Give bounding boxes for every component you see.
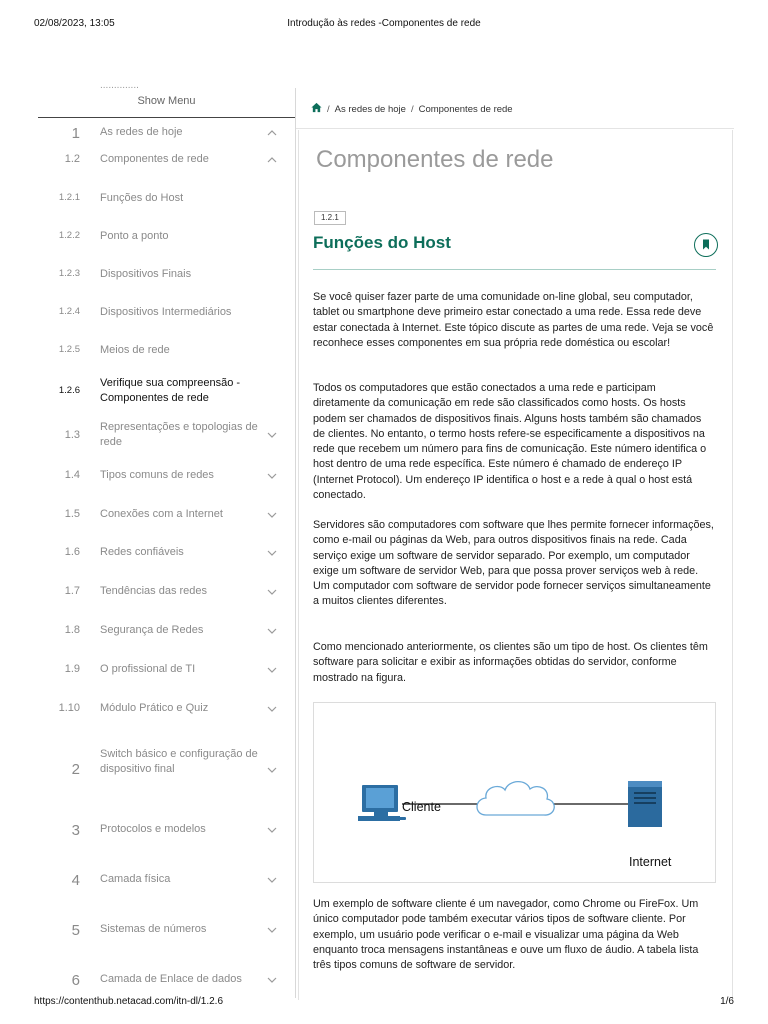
breadcrumb-item-as-redes-de-hoje[interactable]: As redes de hoje bbox=[334, 103, 406, 115]
paragraph-intro: Se você quiser fazer parte de uma comunidade on-line global, seu computador, tablet ou smartphone deve primeiro estar conectado a uma rede. Essa rede deve estar conectada à Internet. Este tópico discute as partes de uma rede. Veja se você reconhece esses componentes em sua própria rede doméstica ou escolar! bbox=[313, 291, 714, 349]
chevron-down-icon[interactable] bbox=[266, 974, 278, 986]
sidebar-item-number: 5 bbox=[71, 922, 80, 939]
chevron-down-icon[interactable] bbox=[266, 874, 278, 886]
print-title: Introdução às redes -Componentes de rede bbox=[287, 18, 481, 29]
sidebar-item-label: Segurança de Redes bbox=[100, 624, 204, 636]
sidebar-item-label: Funções do Host bbox=[100, 192, 184, 204]
client-server-figure bbox=[313, 702, 716, 883]
chevron-down-icon[interactable] bbox=[266, 924, 278, 936]
sidebar-item-label: Conexões com a Internet bbox=[100, 508, 223, 520]
sidebar-item-label: Representações e topologias de rede bbox=[100, 421, 258, 448]
client-label: Cliente bbox=[402, 800, 441, 814]
sidebar-item-number: 1.2.1 bbox=[58, 192, 80, 203]
print-footer bbox=[34, 996, 734, 1010]
home-icon[interactable] bbox=[311, 102, 322, 116]
sidebar-item-number: 3 bbox=[71, 822, 80, 839]
print-header bbox=[34, 18, 734, 32]
sidebar-item-label: Ponto a ponto bbox=[100, 230, 169, 242]
chevron-down-icon[interactable] bbox=[266, 429, 278, 441]
sidebar-item-label: Camada de Enlace de dados bbox=[100, 973, 242, 985]
chevron-down-icon[interactable] bbox=[266, 509, 278, 521]
sidebar-item-label: Tendências das redes bbox=[100, 585, 208, 597]
sidebar-item-label: O profissional de TI bbox=[100, 663, 196, 675]
breadcrumb-separator: / bbox=[327, 103, 330, 115]
sidebar-item-number: 1.2.3 bbox=[58, 268, 80, 279]
print-url: https://contenthub.netacad.com/itn-dl/1.2.6 bbox=[34, 996, 224, 1007]
chevron-up-icon[interactable] bbox=[266, 154, 278, 166]
chevron-down-icon[interactable] bbox=[266, 703, 278, 715]
print-date: 02/08/2023, 13:05 bbox=[34, 18, 115, 29]
paragraph-client-software: Um exemplo de software cliente é um navegador, como Chrome ou FireFox. Um único computador pode também executar vários tipos de software cliente. Por exemplo, um usuário pode verificar o e-mail e visualizar uma página da Web enquanto troca mensagens instantâneas e ouve um fluxo de áudio. A tabela lista três tipos comuns de software de servidor. bbox=[313, 898, 699, 972]
chevron-down-icon[interactable] bbox=[266, 547, 278, 559]
chevron-down-icon[interactable] bbox=[266, 586, 278, 598]
paragraph-clients: Como mencionado anteriormente, os clientes são um tipo de host. Os clientes têm software para solicitar e exibir as informações obtidas do servidor, conforme mostrado na figura. bbox=[313, 641, 708, 684]
page-title: Componentes de rede bbox=[316, 146, 554, 173]
breadcrumb bbox=[311, 102, 513, 116]
sidebar-item-number: 1.8 bbox=[64, 624, 80, 636]
section-number-badge: 1.2.1 bbox=[314, 211, 346, 225]
sidebar-item-label: Sistemas de números bbox=[100, 923, 207, 935]
sidebar-item-number: 2 bbox=[71, 761, 80, 778]
chevron-down-icon[interactable] bbox=[266, 764, 278, 776]
sidebar-item-number: 1.2 bbox=[64, 153, 80, 165]
sidebar-item-number: 1.5 bbox=[64, 508, 80, 520]
chevron-down-icon[interactable] bbox=[266, 470, 278, 482]
bookmark-button[interactable] bbox=[694, 233, 718, 257]
sidebar-item-number: 1.2.5 bbox=[58, 344, 80, 355]
sidebar-item-label: Camada física bbox=[100, 873, 171, 885]
bookmark-icon bbox=[701, 239, 711, 250]
sidebar-dots: .............. bbox=[100, 80, 139, 91]
sidebar-item-number: 1.6 bbox=[64, 546, 80, 558]
sidebar-item-label: Componentes de rede bbox=[100, 153, 209, 165]
sidebar-item-label: Redes confiáveis bbox=[100, 546, 184, 558]
sidebar-item-label: Tipos comuns de redes bbox=[100, 469, 214, 481]
breadcrumb-separator: / bbox=[410, 103, 414, 115]
sidebar-item-number: 1.10 bbox=[58, 702, 80, 714]
sidebar-item-label: Módulo Prático e Quiz bbox=[100, 702, 209, 714]
sidebar-item-number: 1.7 bbox=[64, 585, 80, 597]
section-title: Funções do Host bbox=[313, 233, 451, 252]
server-icon bbox=[628, 781, 662, 827]
sidebar-menu bbox=[38, 80, 295, 995]
client-computer-icon bbox=[358, 785, 406, 821]
sidebar-item-number: 4 bbox=[71, 872, 80, 889]
show-menu-button[interactable]: Show Menu bbox=[137, 95, 196, 107]
sidebar-item-number: 1.4 bbox=[64, 469, 80, 481]
sidebar-item-number: 6 bbox=[71, 972, 80, 989]
cloud-icon bbox=[477, 782, 554, 815]
sidebar-item-number: 1.2.4 bbox=[58, 306, 80, 317]
print-page-number: 1/6 bbox=[720, 996, 734, 1007]
chevron-down-icon[interactable] bbox=[266, 664, 278, 676]
sidebar-item-label: Protocolos e modelos bbox=[100, 823, 206, 835]
sidebar-item-number: 1.3 bbox=[64, 428, 80, 441]
sidebar-divider bbox=[38, 117, 295, 118]
chevron-down-icon[interactable] bbox=[266, 625, 278, 637]
chevron-down-icon[interactable] bbox=[266, 824, 278, 836]
sidebar-item-label: As redes de hoje bbox=[100, 126, 183, 138]
sidebar-item-label: Dispositivos Finais bbox=[100, 268, 192, 280]
sidebar-item-label: Verifique sua compreensão - Componentes de rede bbox=[100, 377, 241, 404]
chevron-up-icon[interactable] bbox=[266, 127, 278, 139]
paragraph-servers: Servidores são computadores com software que lhes permite fornecer informações, como e-mail ou páginas da Web, para outros dispositivos finais na rede. Cada serviço exige um software de servidor separado. Por exemplo, um computador exige um software de servidor Web, para que possa prover serviços web à rede. Um computador com software de servidor pode fornecer serviços simultaneamente a muitos clientes diferentes. bbox=[313, 519, 714, 608]
sidebar-item-label: Switch básico e configuração de dispositivo final bbox=[100, 748, 258, 775]
sidebar-item-label: Dispositivos Intermediários bbox=[100, 306, 232, 318]
paragraph-hosts: Todos os computadores que estão conectados a uma rede e participam diretamente da comunicação em rede são classificados como hosts. Os hosts podem ser chamados de dispositivos finais. Alguns hosts também são chamados de clientes. No entanto, o termo hosts refere-se especificamente a dispositivos na rede que recebem um número para fins de comunicação. Este número identifica o host dentro de uma rede específica. Este número é chamado de endereço IP (Internet Protocol). Um endereço IP identifica o host e a rede à qual o host está conectado. bbox=[313, 382, 707, 502]
sidebar-item-number: 1.2.2 bbox=[58, 230, 80, 241]
breadcrumb-divider bbox=[296, 128, 734, 129]
sidebar-item-label: Meios de rede bbox=[100, 344, 170, 356]
sidebar-item-number: 1.2.6 bbox=[58, 384, 80, 396]
sidebar-item-number: 1 bbox=[71, 125, 80, 142]
breadcrumb-item-componentes-de-rede[interactable]: Componentes de rede bbox=[418, 103, 513, 115]
section-title-underline bbox=[313, 269, 716, 270]
content-divider bbox=[295, 88, 296, 998]
sidebar-item-number: 1.9 bbox=[64, 663, 80, 675]
server-label: Internet bbox=[629, 855, 672, 869]
